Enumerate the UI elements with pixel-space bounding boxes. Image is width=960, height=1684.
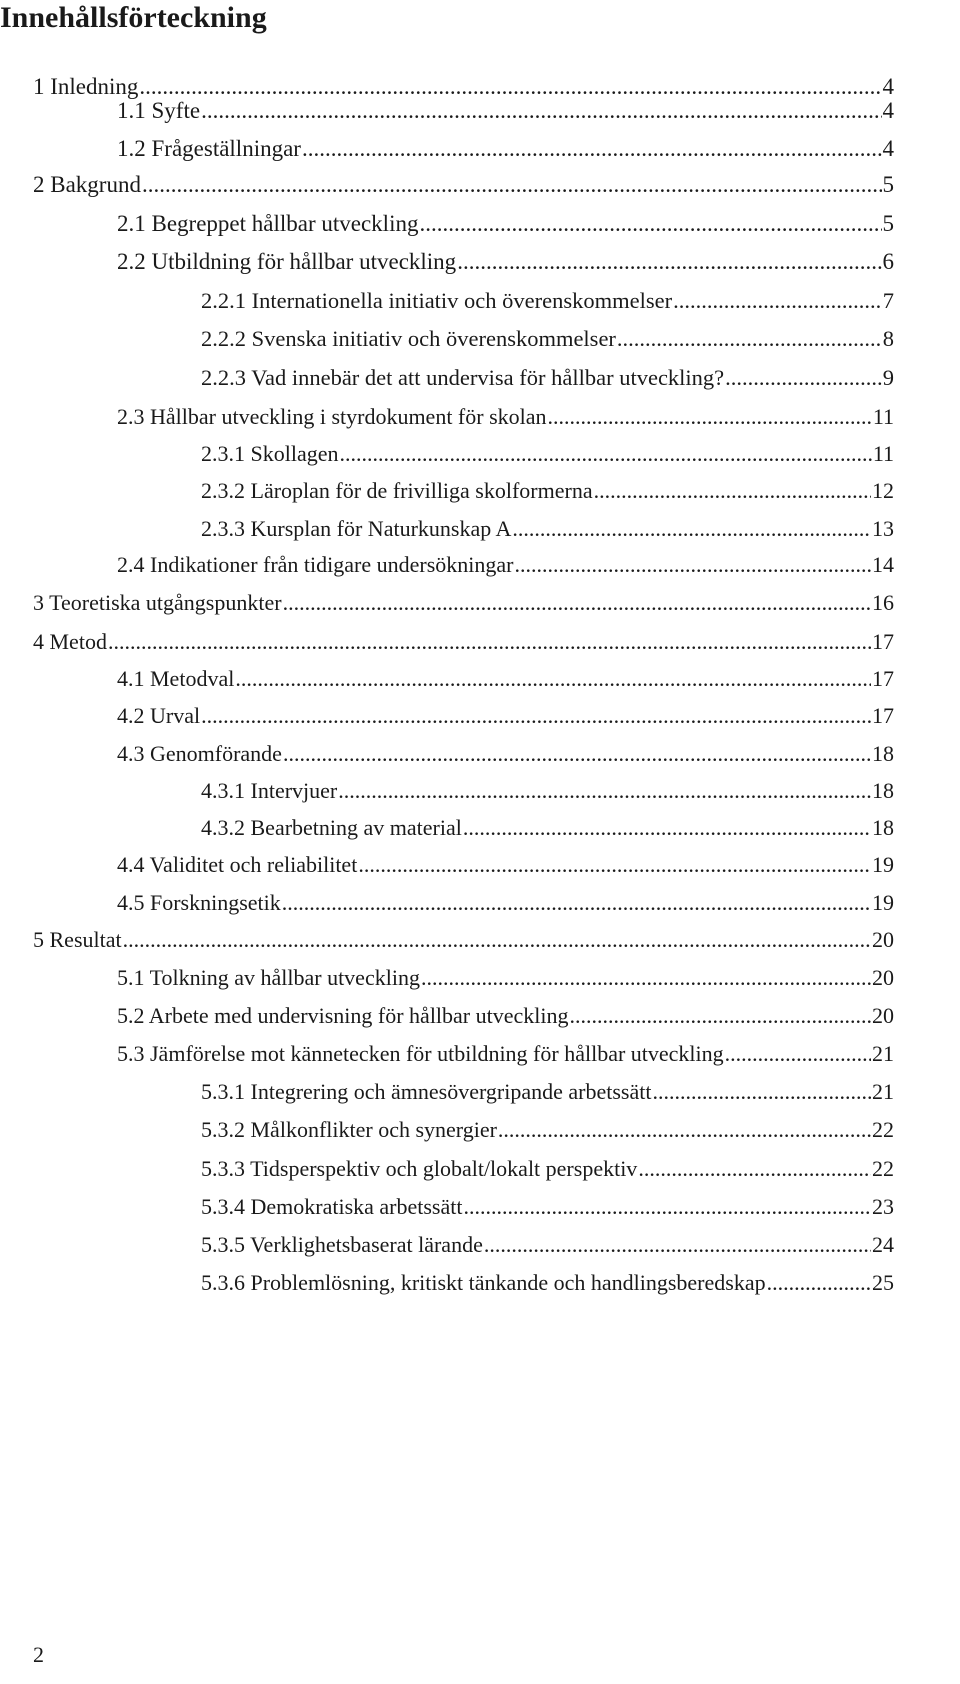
toc-dot-leader	[514, 552, 871, 578]
toc-dot-leader	[484, 1232, 871, 1258]
toc-dot-leader	[548, 404, 872, 430]
toc-dot-leader	[652, 1079, 871, 1105]
toc-entry-label: 2.2.2 Svenska initiativ och överenskommelser	[201, 326, 616, 351]
toc-dot-leader	[302, 136, 882, 162]
toc-entry[interactable]	[117, 136, 894, 170]
toc-entry[interactable]	[201, 326, 894, 360]
toc-dot-leader	[338, 778, 871, 804]
toc-entry-label: 5.3.1 Integrering och ämnesövergripande arbetssätt	[201, 1079, 652, 1104]
toc-entry[interactable]	[201, 1156, 894, 1190]
toc-entry[interactable]	[201, 1117, 894, 1151]
toc-entry-page: 25	[872, 1270, 894, 1295]
toc-dot-leader	[235, 666, 871, 692]
toc-entry[interactable]	[201, 815, 894, 849]
toc-dot-leader	[139, 74, 881, 100]
toc-entry-page: 4	[882, 74, 894, 99]
toc-entry-page: 4	[882, 98, 894, 123]
toc-entry-label: 1.1 Syfte	[117, 98, 201, 123]
toc-entry-page: 16	[872, 590, 894, 615]
toc-entry-page: 12	[872, 478, 894, 503]
toc-dot-leader	[283, 590, 871, 616]
toc-entry-page: 24	[872, 1232, 894, 1257]
toc-entry-page: 22	[872, 1117, 894, 1142]
toc-entry-page: 21	[872, 1041, 894, 1066]
toc-entry-page: 19	[872, 852, 894, 877]
toc-entry[interactable]	[117, 98, 894, 132]
toc-entry-page: 18	[872, 778, 894, 803]
toc-entry-page: 11	[872, 441, 894, 466]
toc-dot-leader	[673, 288, 882, 314]
toc-entry-label: 2.3 Hållbar utveckling i styrdokument för skolan	[117, 404, 547, 429]
toc-entry-label: 2.4 Indikationer från tidigare undersökningar	[117, 552, 514, 577]
toc-entry-page: 22	[872, 1156, 894, 1181]
toc-dot-leader	[570, 1003, 872, 1029]
toc-entry[interactable]	[117, 890, 894, 924]
toc-entry-label: 2.2 Utbildning för hållbar utveckling	[117, 249, 457, 274]
toc-dot-leader	[282, 890, 871, 916]
toc-entry-page: 9	[882, 365, 894, 390]
toc-dot-leader	[419, 211, 881, 237]
toc-entry-label: 5.1 Tolkning av hållbar utveckling	[117, 965, 420, 990]
toc-dot-leader	[512, 516, 871, 542]
toc-dot-leader	[123, 927, 871, 953]
toc-entry-label: 4.3 Genomförande	[117, 741, 282, 766]
toc-dot-leader	[594, 478, 871, 504]
toc-entry-label: 5.3.2 Målkonflikter och synergier	[201, 1117, 497, 1142]
toc-entry-label: 5 Resultat	[33, 927, 122, 952]
toc-dot-leader	[464, 1194, 872, 1220]
toc-entry-label: 4.4 Validitet och reliabilitet	[117, 852, 358, 877]
toc-entry-label: 5.2 Arbete med undervisning för hållbar utveckling	[117, 1003, 569, 1028]
toc-entry[interactable]	[201, 516, 894, 550]
toc-entry-page: 20	[872, 965, 894, 990]
toc-entry-page: 4	[882, 136, 894, 161]
toc-entry[interactable]	[33, 629, 894, 663]
toc-entry[interactable]	[33, 927, 894, 961]
toc-dot-leader	[283, 741, 871, 767]
toc-dot-leader	[463, 815, 871, 841]
toc-entry-label: 2.3.2 Läroplan för de frivilliga skolformerna	[201, 478, 593, 503]
toc-entry[interactable]	[117, 249, 894, 283]
toc-entry[interactable]	[117, 404, 894, 438]
toc-entry-label: 2.3.3 Kursplan för Naturkunskap A	[201, 516, 512, 541]
toc-entry-label: 1.2 Frågeställningar	[117, 136, 301, 161]
toc-entry[interactable]	[201, 1079, 894, 1113]
toc-dot-leader	[725, 1041, 871, 1067]
toc-entry-page: 19	[872, 890, 894, 915]
toc-dot-leader	[457, 249, 881, 275]
toc-entry-label: 4.3.1 Intervjuer	[201, 778, 338, 803]
toc-entry-label: 5.3.5 Verklighetsbaserat lärande	[201, 1232, 483, 1257]
toc-entry[interactable]	[117, 741, 894, 775]
toc-entry-page: 11	[872, 404, 894, 429]
toc-dot-leader	[340, 441, 872, 467]
toc-dot-leader	[617, 326, 882, 352]
toc-entry-label: 4 Metod	[33, 629, 107, 654]
toc-dot-leader	[725, 365, 882, 391]
toc-dot-leader	[638, 1156, 871, 1182]
toc-entry[interactable]	[117, 552, 894, 586]
toc-entry[interactable]	[33, 590, 894, 624]
toc-entry[interactable]	[201, 478, 894, 512]
toc-entry-page: 18	[872, 741, 894, 766]
toc-entry-page: 18	[872, 815, 894, 840]
toc-dot-leader	[142, 172, 882, 198]
toc-entry-label: 2.3.1 Skollagen	[201, 441, 339, 466]
toc-entry-label: 4.2 Urval	[117, 703, 201, 728]
toc-entry-label: 5.3 Jämförelse mot kännetecken för utbildning för hållbar utveckling	[117, 1041, 724, 1066]
toc-entry-label: 2.2.1 Internationella initiativ och överenskommelser	[201, 288, 673, 313]
toc-entry[interactable]	[201, 441, 894, 475]
toc-entry[interactable]	[117, 666, 894, 700]
toc-entry-page: 5	[882, 211, 894, 236]
toc-entry-label: 5.3.4 Demokratiska arbetssätt	[201, 1194, 463, 1219]
toc-entry-page: 17	[872, 703, 894, 728]
toc-entry[interactable]	[201, 1270, 894, 1304]
toc-entry-page: 20	[872, 1003, 894, 1028]
toc-entry-page: 21	[872, 1079, 894, 1104]
toc-entry[interactable]	[201, 288, 894, 322]
toc-entry-page: 14	[872, 552, 894, 577]
toc-entry-label: 4.1 Metodval	[117, 666, 235, 691]
toc-entry[interactable]	[117, 1003, 894, 1037]
toc-entry-label: 2.2.3 Vad innebär det att undervisa för hållbar utveckling?	[201, 365, 725, 390]
toc-dot-leader	[201, 98, 881, 124]
toc-entry-label: 5.3.6 Problemlösning, kritiskt tänkande och handlingsberedskap	[201, 1270, 766, 1295]
toc-entry[interactable]	[201, 1232, 894, 1266]
toc-entry[interactable]	[33, 172, 894, 206]
toc-entry-label: 4.3.2 Bearbetning av material	[201, 815, 462, 840]
toc-dot-leader	[498, 1117, 871, 1143]
toc-entry-page: 5	[882, 172, 894, 197]
toc-entry-label: 2 Bakgrund	[33, 172, 141, 197]
toc-dot-leader	[358, 852, 871, 878]
toc-entry[interactable]	[117, 965, 894, 999]
toc-entry[interactable]	[117, 852, 894, 886]
toc-entry-label: 1 Inledning	[33, 74, 139, 99]
toc-entry[interactable]	[117, 1041, 894, 1075]
toc-dot-leader	[108, 629, 871, 655]
toc-entry-label: 2.1 Begreppet hållbar utveckling	[117, 211, 419, 236]
toc-entry[interactable]	[117, 703, 894, 737]
toc-entry-label: 3 Teoretiska utgångspunkter	[33, 590, 282, 615]
page-title: Innehållsförteckning	[0, 1, 267, 34]
toc-entry-page: 7	[882, 288, 894, 313]
toc-entry[interactable]	[201, 778, 894, 812]
toc-entry-page: 13	[872, 516, 894, 541]
toc-entry-label: 4.5 Forskningsetik	[117, 890, 281, 915]
toc-dot-leader	[767, 1270, 871, 1296]
toc-entry[interactable]	[201, 365, 894, 399]
toc-entry-page: 23	[872, 1194, 894, 1219]
toc-entry-page: 6	[882, 249, 894, 274]
toc-dot-leader	[201, 703, 871, 729]
toc-entry-page: 8	[882, 326, 894, 351]
toc-entry-page: 17	[872, 629, 894, 654]
toc-dot-leader	[421, 965, 871, 991]
page-number: 2	[33, 1642, 44, 1667]
toc-entry[interactable]	[117, 211, 894, 245]
toc-entry-page: 20	[872, 927, 894, 952]
toc-entry-label: 5.3.3 Tidsperspektiv och globalt/lokalt perspektiv	[201, 1156, 638, 1181]
toc-entry[interactable]	[201, 1194, 894, 1228]
toc-entry-page: 17	[872, 666, 894, 691]
